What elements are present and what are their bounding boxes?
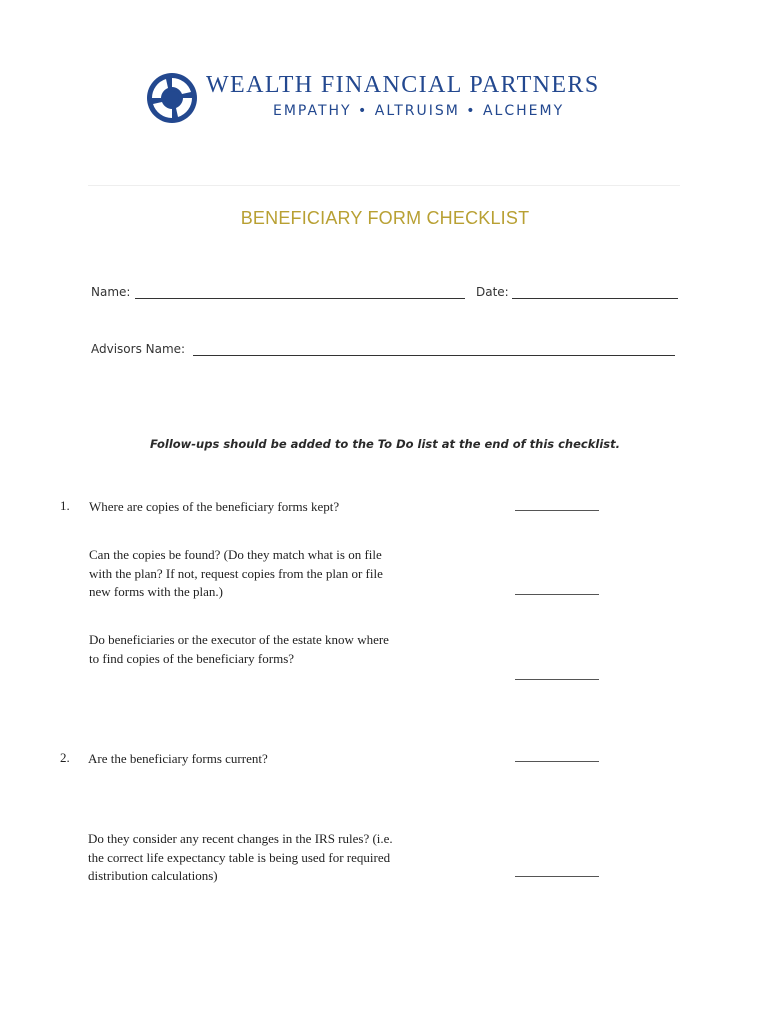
item-number: 1. [60,498,70,513]
advisor-name-field[interactable] [193,355,675,356]
advisor-name-label: Advisors Name: [91,342,186,356]
answer-line[interactable] [515,594,599,595]
company-tagline: EMPATHY • ALTRUISM • ALCHEMY [273,103,565,119]
name-label: Name: [91,285,131,299]
company-name: WEALTH FINANCIAL PARTNERS [206,72,600,98]
answer-line[interactable] [515,761,599,762]
question-text: Can the copies be found? (Do they match what is on file with the plan? If not, request copies from the plan or file new forms with the plan.) [89,547,383,599]
date-field[interactable] [512,298,678,299]
header-divider [88,185,680,186]
question-text: Do beneficiaries or the executor of the estate know where to find copies of the beneficiary forms? [89,632,389,666]
answer-line[interactable] [515,679,599,680]
page-title: BENEFICIARY FORM CHECKLIST [240,208,530,228]
question-text: Where are copies of the beneficiary forms kept? [89,499,340,514]
circular-swirl-logo-icon [146,72,198,124]
item-number: 2. [60,750,70,765]
date-label: Date: [476,285,509,299]
question-text: Do they consider any recent changes in the IRS rules? (i.e. the correct life expectancy table is being used for required distribution calculations) [88,831,393,883]
answer-line[interactable] [515,876,599,877]
follow-up-note: Follow-ups should be added to the To Do list at the end of this checklist. [150,437,620,451]
name-field[interactable] [135,298,465,299]
company-logo [146,70,646,128]
question-text: Are the beneficiary forms current? [88,751,268,766]
answer-line[interactable] [515,510,599,511]
